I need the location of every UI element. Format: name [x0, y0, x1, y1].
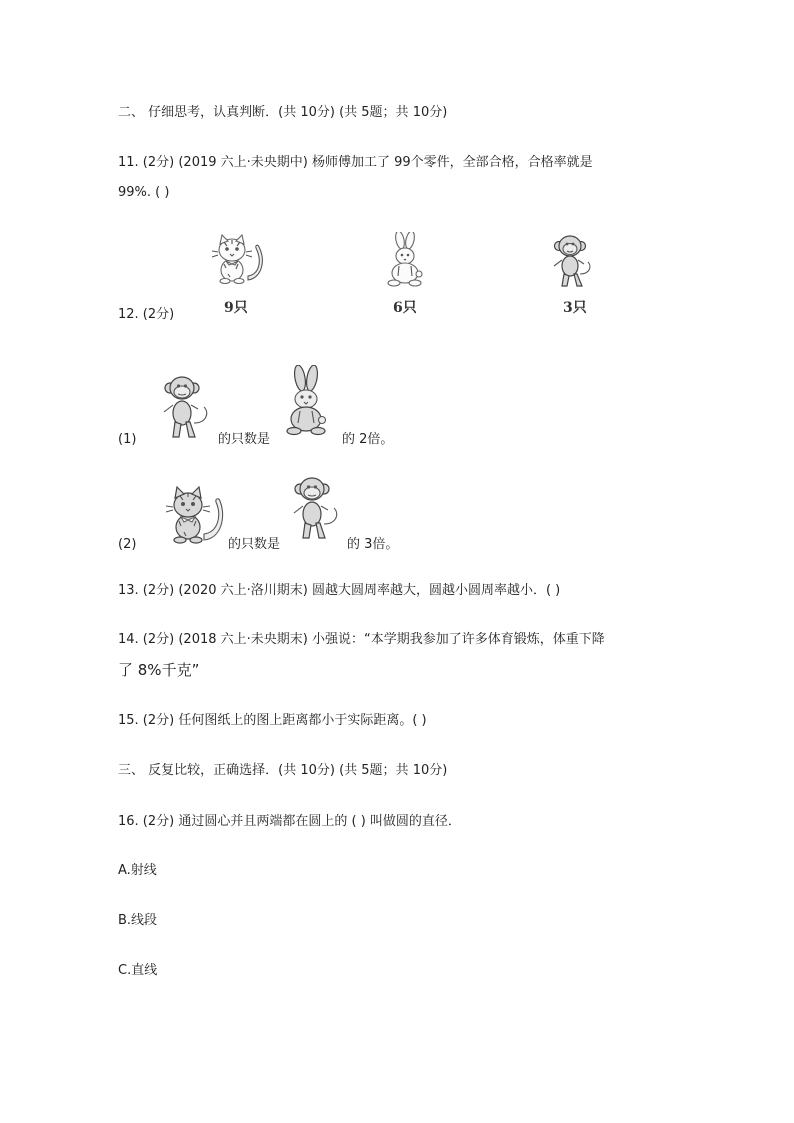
q16-option-c[interactable]: C.直线	[118, 963, 158, 978]
q12-sub2-number: (2)	[118, 537, 137, 552]
q16-option-b[interactable]: B.线段	[118, 913, 158, 928]
q14-line-2: 了 8%千克”	[118, 661, 200, 679]
q11-line-2: 99%. ( )	[118, 185, 170, 200]
q12-sub1-middle-text: 的只数是	[218, 432, 271, 447]
cat-icon	[210, 234, 268, 284]
rabbit-count-label: 6只	[393, 300, 417, 316]
rabbit-icon	[383, 232, 429, 288]
q12-sub2-middle-text: 的只数是	[228, 537, 281, 552]
cat-count-label: 9只	[224, 300, 248, 316]
q16-option-a[interactable]: A.射线	[118, 863, 157, 878]
q11-line-1: 11. (2分) (2019 六上·未央期中) 杨师傅加工了 99个零件，全部合格，合格率就是	[118, 155, 593, 170]
monkey-count-label: 3只	[563, 300, 587, 316]
q12-sub1-number: (1)	[118, 432, 137, 447]
cat-icon	[164, 486, 226, 544]
monkey-icon	[290, 476, 342, 542]
section-3-title: 三、 反复比较，正确选择．(共 10分) (共 5题；共 10分)	[118, 763, 448, 778]
q16-stem: 16. (2分) 通过圆心并且两端都在圆上的 ( ) 叫做圆的直径．	[118, 814, 461, 829]
rabbit-icon	[282, 365, 332, 437]
q13-text: 13. (2分) (2020 六上·洛川期末) 圆越大圆周率越大，圆越小圆周率越小．( )	[118, 583, 561, 598]
monkey-icon	[550, 234, 596, 290]
q12-sub1-end-text: 的 2倍。	[342, 432, 394, 447]
q12-label: 12. (2分)	[118, 307, 175, 322]
section-2-title: 二、 仔细思考，认真判断．(共 10分) (共 5题；共 10分)	[118, 105, 448, 120]
q14-line-1: 14. (2分) (2018 六上·未央期末) 小强说：“本学期我参加了许多体育锻炼，体重下降	[118, 632, 605, 647]
monkey-icon	[160, 375, 212, 441]
q15-text: 15. (2分) 任何图纸上的图上距离都小于实际距离。( )	[118, 713, 427, 728]
q12-sub2-end-text: 的 3倍。	[347, 537, 399, 552]
